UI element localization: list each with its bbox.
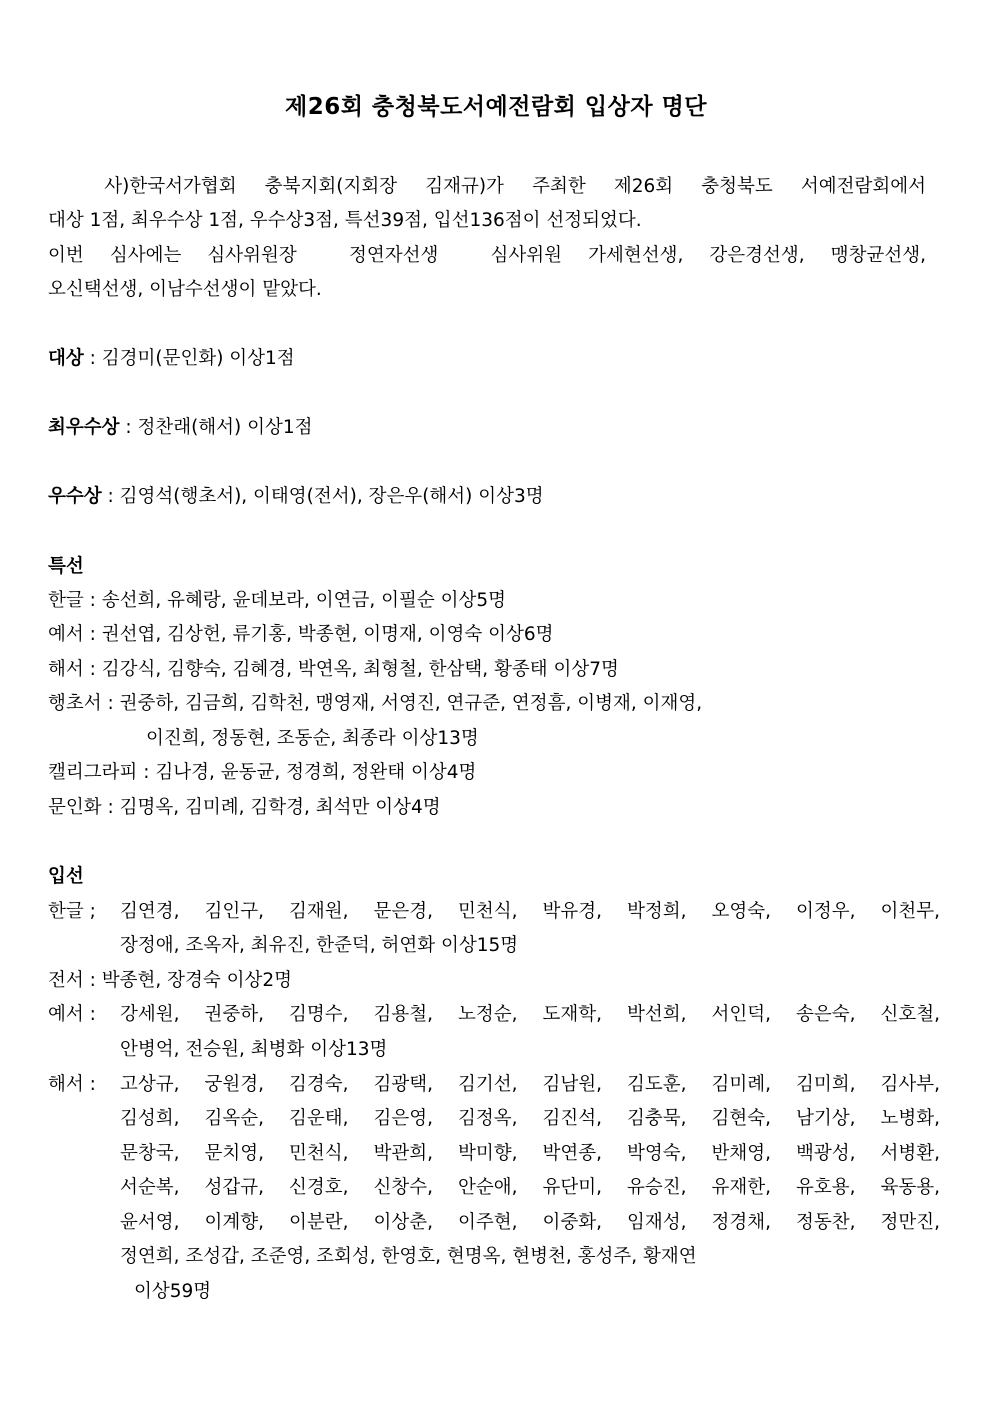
special-row-yeseo: 예서 : 권선엽, 김상헌, 류기홍, 박종현, 이명재, 이영숙 이상6명 xyxy=(48,624,554,645)
selected-haeseo-line-1: 고상규, 궁원경, 김경숙, 김광택, 김기선, 김남원, 김도훈, 김미례, 김미희, 김사부, xyxy=(120,1074,940,1095)
special-row-haeseo: 해서 : 김강식, 김향숙, 김혜경, 박연옥, 최형철, 한삼택, 황종태 이상7명 xyxy=(48,659,619,680)
grand-prize-label: 대상 xyxy=(48,348,84,369)
selected-haeseo-line-4: 서순복, 성갑규, 신경호, 신창수, 안순애, 유단미, 유승진, 유재한, 유호용, 육동용, xyxy=(120,1177,940,1198)
excellence-text: : 김영석(행초서), 이태영(전서), 장은우(해서) 이상3명 xyxy=(101,486,544,507)
intro-line-2: 대상 1점, 최우수상 1점, 우수상3점, 특선39점, 입선136점이 선정되었다. xyxy=(48,210,642,231)
selected-jeonseo-row: 전서 : 박종현, 장경숙 이상2명 xyxy=(48,970,292,991)
special-row-hangul: 한글 : 송선희, 유혜랑, 윤데보라, 이연금, 이필순 이상5명 xyxy=(48,590,506,611)
selected-haeseo-line-6: 정연희, 조성갑, 조준영, 조회성, 한영호, 현명옥, 현병천, 홍성주, 황재연 xyxy=(120,1246,697,1267)
selected-yeseo-line-2: 안병억, 전승원, 최병화 이상13명 xyxy=(120,1039,388,1060)
special-row-calligraphy: 캘리그라피 : 김나경, 윤동균, 정경희, 정완태 이상4명 xyxy=(48,762,477,783)
selected-yeseo-line-1: 강세원, 권중하, 김명수, 김용철, 노정순, 도재학, 박선희, 서인덕, 송은숙, 신호철, xyxy=(120,1004,940,1025)
selected-hangul-line-1: 김연경, 김인구, 김재원, 문은경, 민천식, 박유경, 박정희, 오영숙, 이정우, 이천무, xyxy=(120,901,940,922)
special-row-haengchoseo: 행초서 : 권중하, 김금희, 김학천, 맹영재, 서영진, 연규준, 연정흠, 이병재, 이재영, xyxy=(48,693,703,714)
intro-line-1: 사)한국서가협회 충북지회(지회장 김재규)가 주최한 제26회 충청북도 서예전람회에서 xyxy=(48,176,926,197)
selected-haeseo-total: 이상59명 xyxy=(134,1281,212,1302)
special-row-munnhwa: 문인화 : 김명옥, 김미례, 김학경, 최석만 이상4명 xyxy=(48,797,441,818)
top-prize-text: : 정찬래(해서) 이상1점 xyxy=(119,417,313,438)
selected-hangul-line-2: 장정애, 조옥자, 최유진, 한준덕, 허연화 이상15명 xyxy=(120,935,519,956)
selected-yeseo-label: 예서 : xyxy=(48,1004,96,1025)
selected-haeseo-line-2: 김성희, 김옥순, 김운태, 김은영, 김정옥, 김진석, 김충묵, 김현숙, 남기상, 노병화, xyxy=(120,1108,940,1129)
special-row-haengchoseo-cont: 이진희, 정동현, 조동순, 최종라 이상13명 xyxy=(146,728,479,749)
selected-heading: 입선 xyxy=(48,866,84,887)
top-prize-label: 최우수상 xyxy=(48,417,120,438)
intro-line-3: 이번 심사에는 심사위원장 정연자선생 심사위원 가세현선생, 강은경선생, 맹창균선생, xyxy=(48,245,926,266)
document-title: 제26회 충청북도서예전람회 입상자 명단 xyxy=(284,94,708,120)
selected-haeseo-line-3: 문창국, 문치영, 민천식, 박관희, 박미향, 박연종, 박영숙, 반채영, 백광성, 서병환, xyxy=(120,1143,940,1164)
top-prize-row xyxy=(48,411,313,445)
excellence-row xyxy=(48,480,544,514)
excellence-label: 우수상 xyxy=(48,486,102,507)
selected-haeseo-line-5: 윤서영, 이계향, 이분란, 이상춘, 이주현, 이중화, 임재성, 정경채, 정동찬, 정만진, xyxy=(120,1212,940,1233)
grand-prize-text: : 김경미(문인화) 이상1점 xyxy=(83,348,295,369)
grand-prize-row xyxy=(48,342,295,376)
intro-line-4: 오신택선생, 이남수선생이 맡았다. xyxy=(48,279,322,300)
selected-hangul-label: 한글 ; xyxy=(48,901,96,922)
special-heading: 특선 xyxy=(48,556,84,577)
selected-haeseo-label: 해서 : xyxy=(48,1074,96,1095)
